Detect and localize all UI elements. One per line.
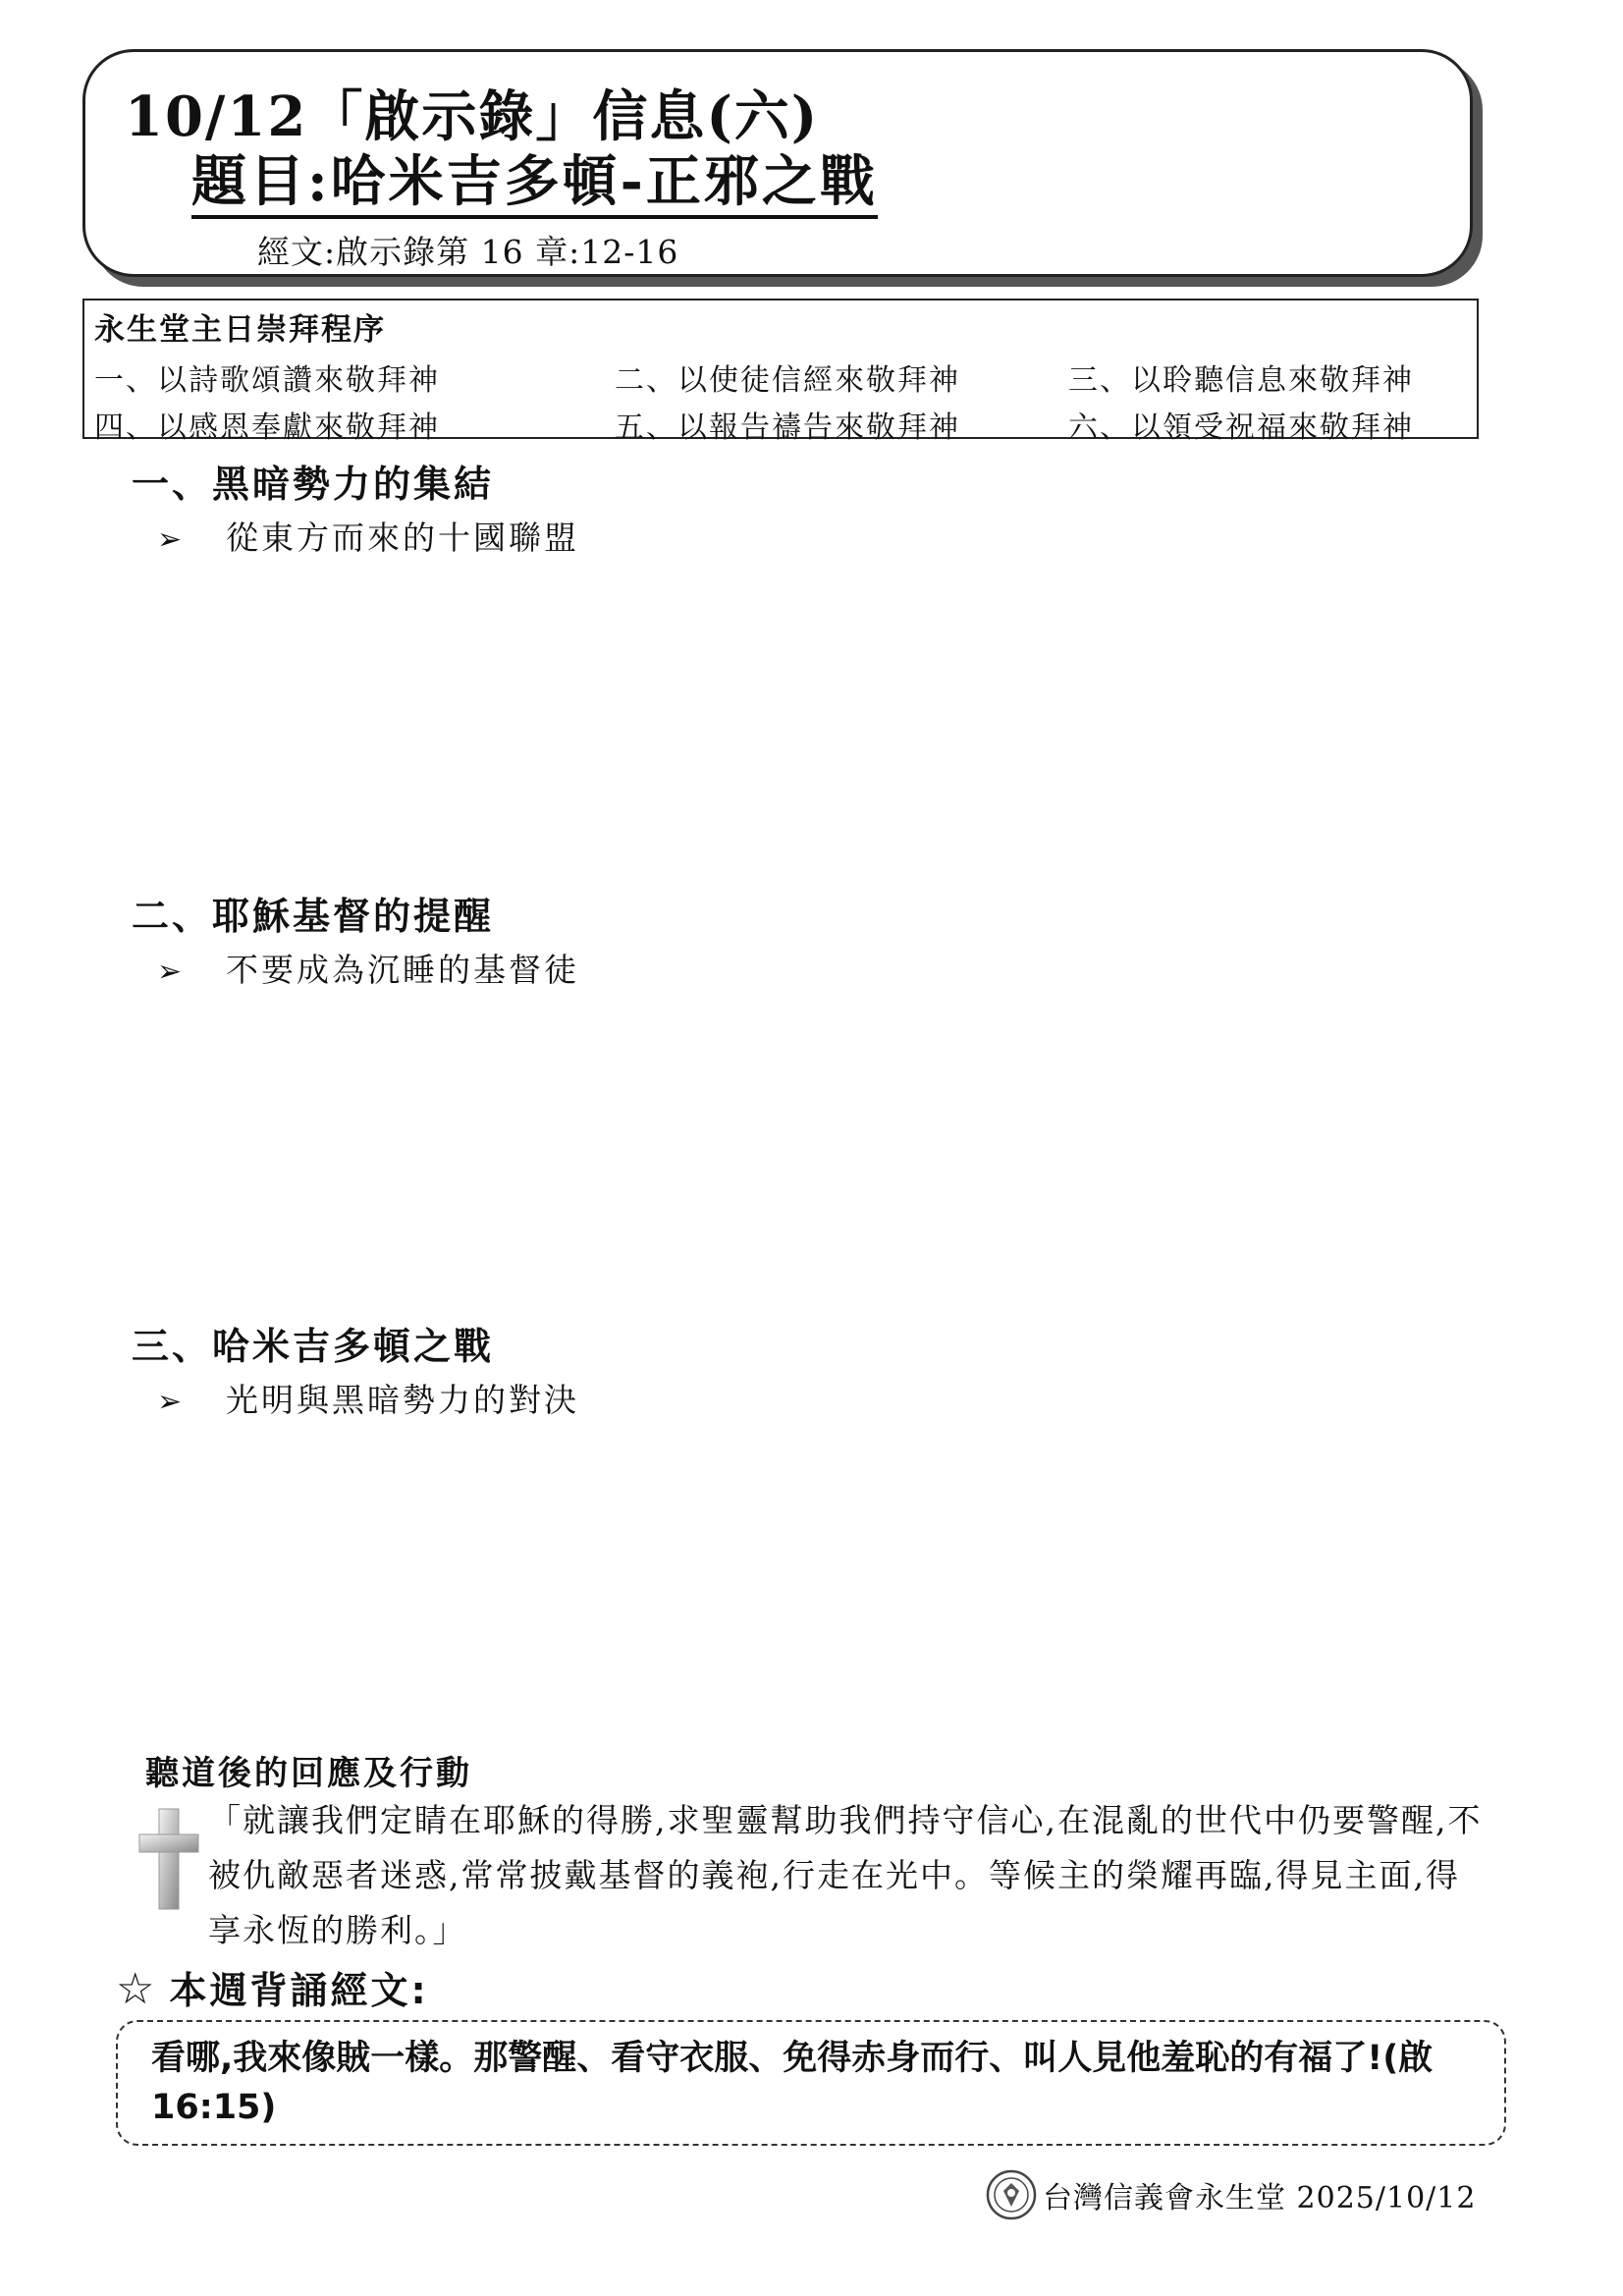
cross-icon (135, 1805, 202, 1913)
worship-order-box (82, 299, 1479, 445)
worship-order-item: 二、以使徒信經來敬拜神 (615, 363, 960, 398)
worship-order-item: 三、以聆聽信息來敬拜神 (1068, 363, 1414, 398)
section-heading: 一、黑暗勢力的集結 (132, 462, 495, 506)
sermon-subject: 題目:哈米吉多頓-正邪之戰 (191, 152, 878, 219)
memory-verse-box (116, 2020, 1506, 2146)
church-seal-icon (986, 2169, 1037, 2220)
section-bullet-text: 不要成為沉睡的基督徒 (226, 951, 579, 989)
section-heading: 二、耶穌基督的提醒 (132, 894, 495, 938)
response-heading: 聽道後的回應及行動 (145, 1754, 472, 1793)
header-box (82, 49, 1473, 277)
footer (986, 2168, 1476, 2221)
worship-order-title: 永生堂主日崇拜程序 (94, 312, 386, 348)
scripture-reference: 經文:啟示錄第 16 章:12-16 (257, 233, 679, 271)
section-heading: 三、哈米吉多頓之戰 (132, 1324, 495, 1368)
memory-verse-heading (116, 1960, 429, 2014)
worship-order-item: 六、以領受祝福來敬拜神 (1068, 410, 1414, 445)
arrow-bullet-icon: ➢ (157, 955, 186, 989)
worship-order-item: 一、以詩歌頌讚來敬拜神 (94, 363, 440, 398)
section-bullet (157, 945, 579, 991)
arrow-bullet-icon: ➢ (157, 522, 186, 557)
section-bullet-text: 光明與黑暗勢力的對決 (226, 1381, 579, 1419)
worship-order-item: 五、以報告禱告來敬拜神 (615, 410, 960, 445)
memory-verse-heading-text: 本週背誦經文: (169, 1969, 429, 2012)
star-icon: ☆ (116, 1964, 158, 2014)
worship-order-item: 四、以感恩奉獻來敬拜神 (94, 410, 440, 445)
response-text: 「就讓我們定睛在耶穌的得勝,求聖靈幫助我們持守信心,在混亂的世代中仍要警醒,不被仇敵惡者迷惑,常常披戴基督的義袍,行走在光中。等候主的榮耀再臨,得見主面,得享永恆的勝利。」 (208, 1801, 1483, 1949)
memory-verse-text: 看哪,我來像賊一樣。那警醒、看守衣服、免得赤身而行、叫人見他羞恥的有福了!(啟 16:15) (151, 2039, 1434, 2127)
section-bullet (157, 1375, 579, 1421)
section-bullet-text: 從東方而來的十國聯盟 (226, 519, 579, 557)
arrow-bullet-icon: ➢ (157, 1385, 186, 1419)
footer-text: 台灣信義會永生堂 2025/10/12 (1043, 2181, 1477, 2215)
page-title: 10/12「啟示錄」信息(六) (125, 84, 820, 149)
section-bullet (157, 513, 579, 559)
